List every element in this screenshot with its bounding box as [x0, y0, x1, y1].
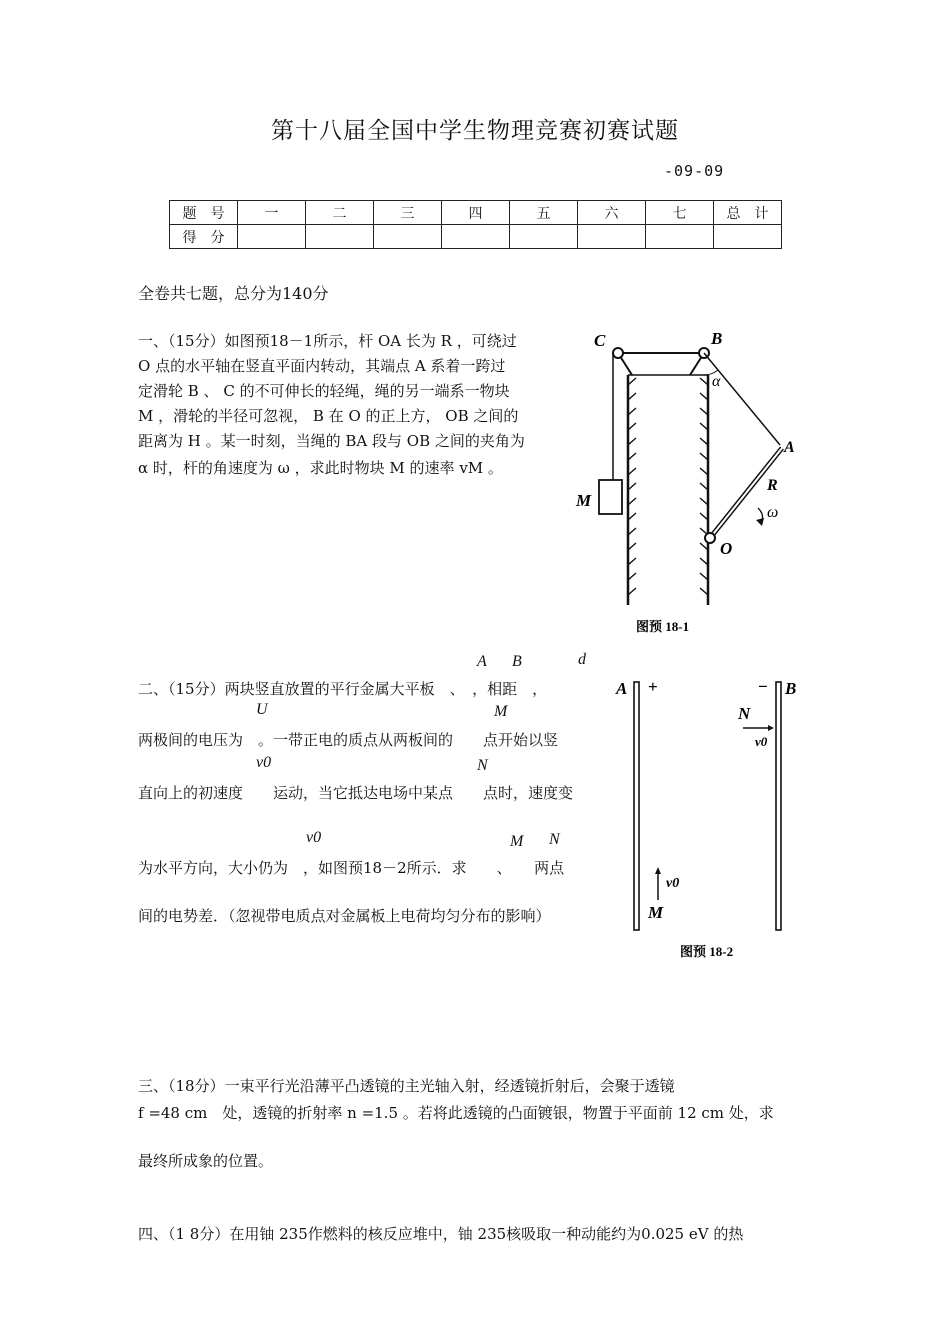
header-cell: 四	[442, 201, 510, 225]
q1-line: 定滑轮 B 、 C 的不可伸长的轻绳，绳的另一端系一物块	[138, 382, 510, 400]
q2-symbol-m: M	[494, 703, 508, 720]
score-table	[169, 200, 782, 249]
q2-symbol-n: N	[477, 757, 488, 774]
score-cell[interactable]	[714, 225, 782, 249]
header-cell: 总 计	[714, 201, 782, 225]
q3-line: 最终所成象的位置。	[138, 1152, 274, 1170]
score-cell[interactable]	[306, 225, 374, 249]
q3-line: f =48 cm 处，透镜的折射率 n =1.5 。若将此透镜的凸面镀银，物置于平面前 12 cm 处，求	[138, 1104, 774, 1122]
score-cell[interactable]	[510, 225, 578, 249]
rope-ba	[704, 353, 780, 445]
q2-symbol-b: B	[512, 653, 522, 670]
score-cell[interactable]	[238, 225, 306, 249]
q2-symbol-u: U	[256, 701, 268, 718]
pulley-c	[613, 348, 623, 358]
exam-summary: 全卷共七题，总分为140分	[138, 284, 329, 303]
velocity-arrowhead-m	[655, 867, 661, 874]
q1-line: 距离为 H 。某一时刻，当绳的 BA 段与 OB 之间的夹角为	[138, 432, 525, 450]
score-row-label: 得 分	[170, 225, 238, 249]
q1-line: O 点的水平轴在竖直平面内转动，其端点 A 系着一跨过	[138, 357, 506, 375]
label-b: B	[711, 329, 723, 348]
plate-b	[776, 682, 781, 930]
header-cell: 题 号	[170, 201, 238, 225]
q3-line: 三、（18分）一束平行光沿薄平凸透镜的主光轴入射，经透镜折射后，会聚于透镜	[138, 1077, 675, 1095]
pivot-o	[705, 533, 715, 543]
question-4-text: 四、（1 8分）在用铀 235作燃料的核反应堆中，铀 235核吸取一种动能约为0.025 eV 的热	[138, 1225, 744, 1243]
figure-caption-18-2: 图预 18-2	[680, 944, 734, 959]
header-cell: 一	[238, 201, 306, 225]
q1-line: α 时，杆的角速度为 ω ，求此时物块 M 的速率 vM 。	[138, 459, 503, 477]
q2-line: 间的电势差．（忽视带电质点对金属板上电荷均匀分布的影响）	[138, 907, 551, 925]
block-m	[599, 480, 622, 514]
label-plus: +	[648, 677, 658, 696]
header-cell: 三	[374, 201, 442, 225]
label-alpha: α	[712, 373, 721, 390]
figure-18-1	[570, 320, 810, 640]
q2-symbol-n: N	[549, 831, 560, 848]
label-r: R	[767, 477, 778, 494]
q2-line: 为水平方向，大小仍为 ，如图预18－2所示．求 、 两点	[138, 859, 565, 877]
exam-date: -09-09	[664, 162, 725, 180]
score-table-header-row	[170, 201, 782, 225]
score-table-score-row	[170, 225, 782, 249]
q2-line: 两极间的电压为 。一带正电的质点从两板间的 点开始以竖	[138, 731, 559, 749]
label-v0-m: v0	[666, 876, 680, 891]
label-m: M	[576, 491, 592, 510]
q2-symbol-m: M	[510, 833, 524, 850]
q2-line: 二、（15分）两块竖直放置的平行金属大平板 、 ，相距 ，	[138, 680, 548, 698]
plate-a	[634, 682, 639, 930]
label-plate-a: A	[616, 679, 628, 698]
label-a: A	[784, 439, 795, 456]
label-v0-n: v0	[755, 734, 768, 749]
header-cell: 七	[646, 201, 714, 225]
velocity-arrowhead-n	[768, 725, 774, 731]
label-n: N	[738, 704, 751, 723]
label-minus: −	[758, 677, 768, 696]
figure-18-2	[610, 672, 820, 972]
header-cell: 五	[510, 201, 578, 225]
q2-symbol-v0: v0	[256, 754, 272, 771]
label-m: M	[648, 903, 664, 922]
q2-symbol-a: A	[477, 653, 487, 670]
score-cell[interactable]	[646, 225, 714, 249]
score-cell[interactable]	[374, 225, 442, 249]
score-cell[interactable]	[442, 225, 510, 249]
q1-line: M ，滑轮的半径可忽视， B 在 O 的正上方， OB 之间的	[138, 407, 519, 425]
label-omega: ω	[767, 504, 779, 521]
q2-symbol-v0: v0	[306, 829, 322, 846]
omega-arrowhead	[756, 518, 764, 526]
q2-symbol-d: d	[578, 651, 586, 668]
label-c: C	[594, 331, 606, 350]
q2-line: 直向上的初速度 运动，当它抵达电场中某点 点时，速度变	[138, 784, 574, 802]
q1-line: 一、（15分）如图预18－1所示，杆 OA 长为 R ，可绕过	[138, 332, 517, 350]
label-plate-b: B	[785, 679, 797, 698]
figure-caption-18-1: 图预 18-1	[636, 619, 690, 634]
page-title: 第十八届全国中学生物理竞赛初赛试题	[271, 118, 679, 144]
label-o: O	[720, 539, 733, 558]
score-cell[interactable]	[578, 225, 646, 249]
header-cell: 二	[306, 201, 374, 225]
header-cell: 六	[578, 201, 646, 225]
